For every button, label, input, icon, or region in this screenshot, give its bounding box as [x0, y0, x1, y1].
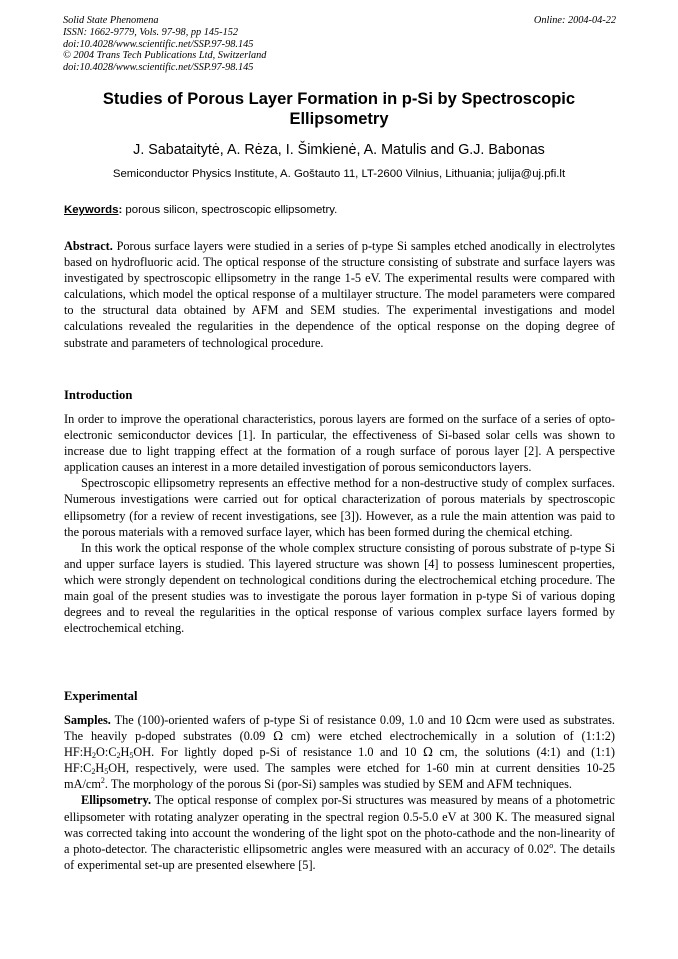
abstract-label: Abstract. — [64, 239, 113, 253]
superscript: 2 — [100, 776, 105, 786]
cut-header-line: doi:10.4028/www.scientific.net/SSP.97-98.145 — [63, 62, 254, 74]
ellipsometry-text: The optical response of complex por-Si structures was measured by means of a photometric ellipsometer with rotating analyzer operating in the spectral region 0.5-5.0 eV at 300 K. The measured signal was corrected taking into account the wondering of the light spot on the photo-cathode and the non-linearity of a photo-detector. The characteristic ellipsometric angles were measured with an accuracy of 0.02 — [64, 793, 615, 856]
omega-symbol: Ω — [465, 713, 476, 727]
keywords-colon: : — [118, 204, 123, 216]
subscript: 2 — [91, 767, 96, 777]
online-date: Online: 2004-04-22 — [533, 15, 616, 26]
samples-text: cm) were etched electrochemically in a solution of (1:1:2) HF:H — [64, 729, 615, 760]
samples-text: . The morphology of the porous Si (por-Si) samples was studied by SEM and AFM techniques. — [104, 777, 573, 792]
title-line-2: Ellipsometry — [289, 110, 389, 128]
samples-text: OH, respectively, were used. The samples were etched for 1-60 min at current densities 10-25 mA/cm — [64, 761, 615, 792]
intro-paragraph-2: Spectroscopic ellipsometry represents an effective method for a non-destructive study of complex surfaces. Numerous investigations were carried out for optical characterization of porous materials by spectroscopic ellipsometry (for a review of recent investigations, see [3]). However, as a rule the main attention was paid to the porous materials with a removed surface layer, which has been formed during the chemical etching. — [64, 476, 615, 539]
samples-text: The (100)-oriented wafers of p-type Si of resistance 0.09, 1.0 and 10 — [110, 713, 466, 727]
samples-label: Samples. — [64, 713, 111, 727]
intro-paragraph-1: In order to improve the operational characteristics, porous layers are formed on the surface of a series of opto-electronic semiconductor devices [1]. In particular, the effectiveness of Si-based solar cells was shown to increase due to light trapping effect at the formation of a rough surface of porous layer [2]. A perspective application causes an interest in a more detailed investigation of porous semiconductors layers. — [64, 412, 615, 475]
samples-text: H — [95, 761, 105, 776]
experimental-body — [64, 712, 615, 873]
keywords-text: porous silicon, spectroscopic ellipsometry. — [122, 204, 338, 216]
samples-text: cm were used as substrates. The heavily p-doped substrates (0.09 — [64, 713, 615, 744]
authors: J. Sabataitytė, A. Rėza, I. Šimkienė, A. Matulis and G.J. Babonas — [133, 142, 545, 158]
doi-line: doi:10.4028/www.scientific.net/SSP.97-98.145 — [63, 38, 254, 50]
copyright-line: © 2004 Trans Tech Publications Ltd, Switzerland — [63, 50, 267, 62]
samples-paragraph — [64, 712, 615, 792]
journal-name: Solid State Phenomena — [63, 15, 159, 26]
omega-symbol: Ω — [423, 745, 433, 760]
ellipsometry-label: Ellipsometry. — [81, 793, 152, 808]
title-line-1: Studies of Porous Layer Formation in p-Si by Spectroscopic — [102, 90, 576, 108]
subscript: 2 — [92, 751, 97, 761]
experimental-heading: Experimental — [64, 689, 138, 703]
abstract-text: Porous surface layers were studied in a series of p-type Si samples etched anodically in electrolytes based on hydrofluoric acid. The optical response of the structure consisting of substrate and surface layers was investigated by spectroscopic ellipsometry in the range 1-5 eV. The experimental results were compared with calculations, which model the optical response of a multilayer structure. The model parameters were compared to the structural data obtained by AFM and SEM studies. The experimental investigations and model calculations revealed the regularities in the dependence of the optical response on the doping degree of substrate and parameters of technological procedure. — [64, 239, 615, 350]
paper-title — [63, 89, 615, 129]
subscript: 5 — [129, 751, 134, 761]
issn-line: ISSN: 1662-9779, Vols. 97-98, pp 145-152 — [63, 26, 239, 38]
samples-text: O:C — [96, 745, 117, 760]
subscript: 2 — [116, 751, 121, 761]
introduction-heading: Introduction — [64, 388, 133, 402]
ellipsometry-text: . The details of experimental set-up are presented elsewhere [5]. — [64, 841, 615, 872]
affiliation: Semiconductor Physics Institute, A. Goštauto 11, LT-2600 Vilnius, Lithuania; julija@uj.pfi.lt — [112, 168, 566, 180]
introduction-body — [64, 411, 615, 636]
samples-text: H — [120, 745, 130, 760]
keywords-label: Keywords — [64, 204, 119, 216]
abstract — [64, 238, 615, 351]
ellipsometry-paragraph — [64, 792, 615, 872]
samples-text: cm, the solutions (4:1) and (1:1) HF:C — [64, 745, 616, 776]
samples-text: OH. For lightly doped p-Si of resistance 1.0 and 10 — [133, 745, 424, 760]
intro-paragraph-3: In this work the optical response of the whole complex structure consisting of porous substrate of p-type Si and upper surface layers is studied. This layered structure was shown [4] to possess luminescent properties, which were strongly dependent on technological conditions during the electrochemical etching procedure. The main goal of the present studies was to investigate the porous layer formation in p-type Si of various doping degrees and to reveal the regularities in the optical response of various complex surface layers formed by electrochemical etching. — [64, 540, 615, 636]
page-header — [63, 15, 616, 74]
subscript: 5 — [104, 767, 109, 777]
omega-symbol: Ω — [273, 729, 284, 744]
keywords — [64, 204, 616, 216]
degree-superscript: o — [549, 840, 554, 850]
